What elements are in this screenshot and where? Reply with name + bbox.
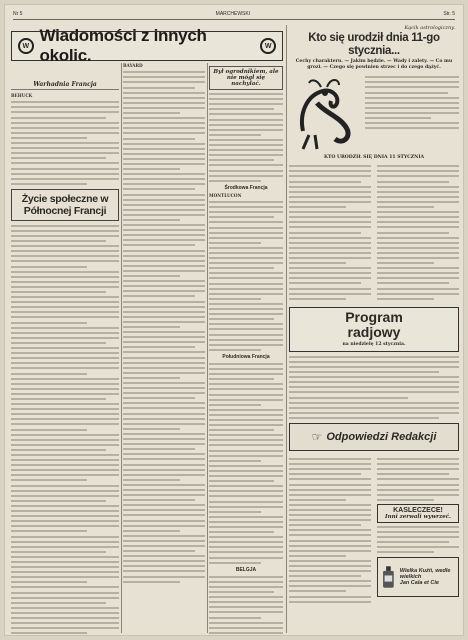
astro-figure-row [289,73,459,153]
section-banner [11,26,283,65]
section-title: Środkowa Francja [224,184,268,191]
column-rule [207,63,208,633]
text-block [209,93,283,182]
text-block [209,363,283,564]
answers-title: Odpowiedzi Redakcji [326,430,437,443]
text-block [209,201,283,351]
text-block [289,455,371,606]
text-block [123,71,205,582]
section-title: Warhadnia Francja [11,81,119,90]
paper-name: MARCHEWSKI [215,10,251,17]
radio-title-top: Program [345,308,403,325]
roundel-right-icon: W [260,38,276,54]
text-block [289,162,371,303]
ad-line-2: Jan Cala et Cie [399,579,439,586]
radio-program-box [289,307,459,352]
paragraph-label: MONTLUCON [209,192,242,198]
text-block [377,526,459,553]
roundel-left-icon: W [18,38,34,54]
text-block [377,458,459,501]
column-1 [11,79,119,636]
page-number-right: Str. 5 [443,10,455,17]
banner-title: Wiadomości z innych okolic. [39,26,207,65]
capricorn-illustration-icon [289,73,361,153]
radio-title-bottom: radjowy [347,323,401,340]
astro-subtitle: Cechy charakteru. — Jakim będzie. — Wady i zalety. — Co mu grozi. — Czego się powinien strzec i do czego dążyć. [295,59,453,70]
boxed-headline: Był ogrodnikiem, ale nie mógł się nachylać. [209,66,283,90]
answers-banner [289,423,459,451]
text-block [209,576,283,636]
newspaper-page [4,4,464,636]
paragraph-label: BEHUCK [11,93,33,98]
text-block [11,225,119,635]
bottle-icon [380,561,397,593]
text-block [365,73,459,153]
page-number-left: Nr 5 [13,10,23,17]
column-rule [121,63,122,633]
section-title: BELGJA [235,566,257,573]
hand-pointer-icon: ☞ [311,429,323,444]
kasleczece-subtitle: Inni zerwali wywrzeć. [385,513,451,520]
astro-title: Kto się urodził dnia 11-go stycznia... [308,32,440,57]
right-subcolumn [377,455,459,606]
column-4 [289,25,459,606]
ad-line-1: Wielka Kuźń, wedle wielkich [399,567,451,580]
astro-label: Kącik astrologiczny. [404,25,455,31]
section-title: Południowa Francja [222,353,270,360]
section-heading: Życie społeczne w Północnej Francji [11,189,119,221]
paragraph-label: BAYARD [123,63,143,68]
column-3 [209,63,283,636]
advertisement-box [377,557,459,597]
astro-caption: KTO URODZIŁ SIĘ DNIA 11 STYCZNIA [323,155,425,161]
answers-columns [289,455,459,606]
radio-date: na niedzielę 12 stycznia. [342,341,406,347]
kasleczece-box [377,504,459,523]
text-block [11,101,119,185]
column-rule [286,25,287,633]
kasleczece-title: KASLECZECE! [393,506,443,514]
text-block [377,162,459,303]
text-block [289,356,459,419]
running-head [13,8,455,20]
astro-columns [289,162,459,303]
column-2 [123,63,205,586]
